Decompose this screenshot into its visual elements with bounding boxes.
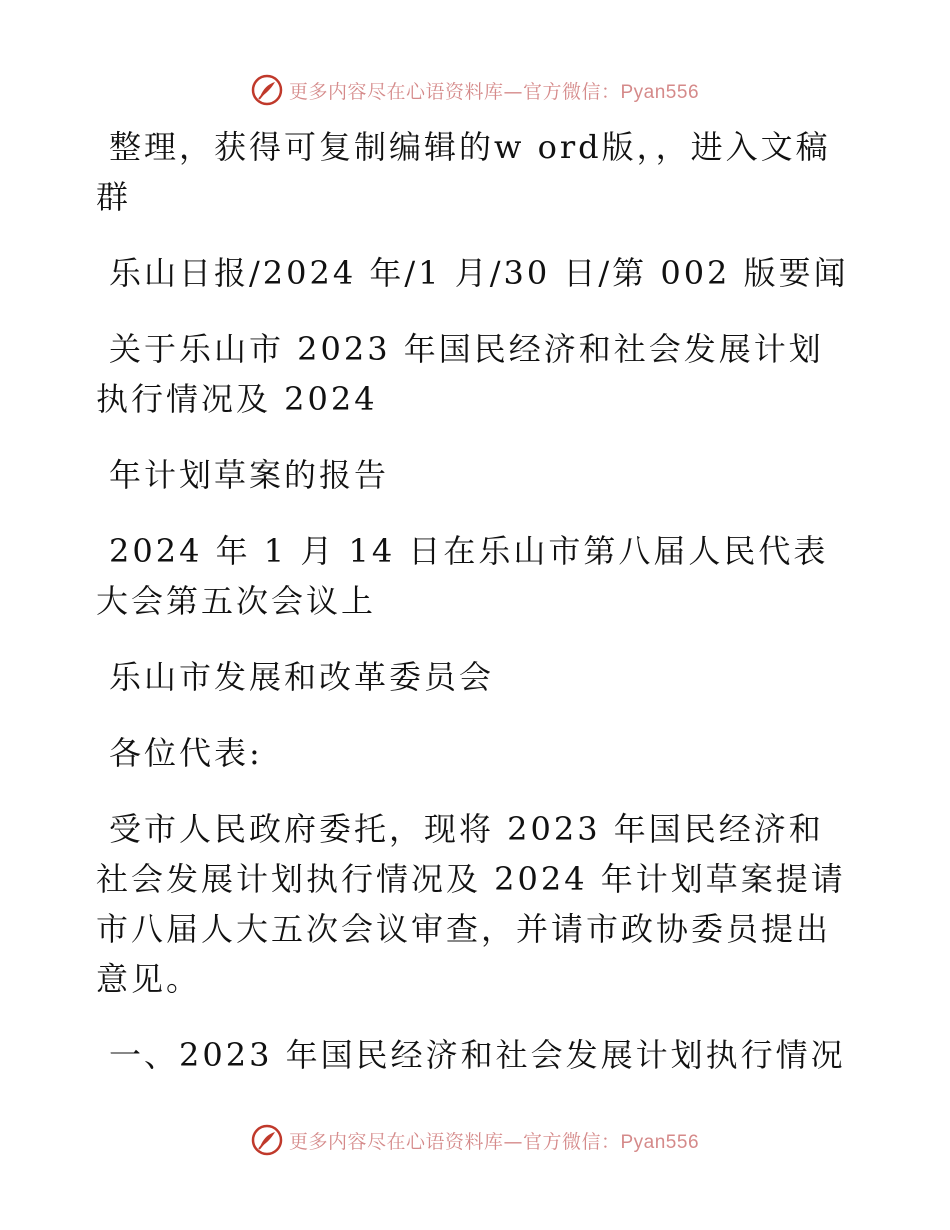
header-watermark <box>0 72 950 108</box>
paragraph-opening: 受市人民政府委托，现将 2023 年国民经济和社会发展计划执行情况及 2024 年计划草案提请市八届人大五次会议审查，并请市政协委员提出意见。 <box>96 810 846 998</box>
footer-watermark <box>0 1122 950 1158</box>
meeting-date: 2024 年 1 月 14 日在乐山市第八届人民代表大会第五次会议上 <box>96 532 829 620</box>
watermark-text: 更多内容尽在心语资料库—官方微信：Pyan556 <box>288 80 700 103</box>
paragraph-source: 乐山日报/2024 年/1 月/30 日/第 002 版要闻 <box>109 254 849 292</box>
author-organization: 乐山市发展和改革委员会 <box>109 658 495 696</box>
report-title-line1: 关于乐山市 2023 年国民经济和社会发展计划执行情况及 2024 <box>96 330 824 418</box>
salutation: 各位代表: <box>109 734 263 772</box>
document-body <box>96 122 856 1106</box>
feather-quill-icon <box>251 1124 283 1156</box>
section-heading: 一、2023 年国民经济和社会发展计划执行情况 <box>109 1036 846 1074</box>
feather-quill-icon <box>251 74 283 106</box>
report-title-line2: 年计划草案的报告 <box>109 456 390 494</box>
paragraph-intro: 整理，获得可复制编辑的w ord版，，进入文稿群 <box>96 128 831 216</box>
watermark-text: 更多内容尽在心语资料库—官方微信：Pyan556 <box>288 1130 700 1153</box>
